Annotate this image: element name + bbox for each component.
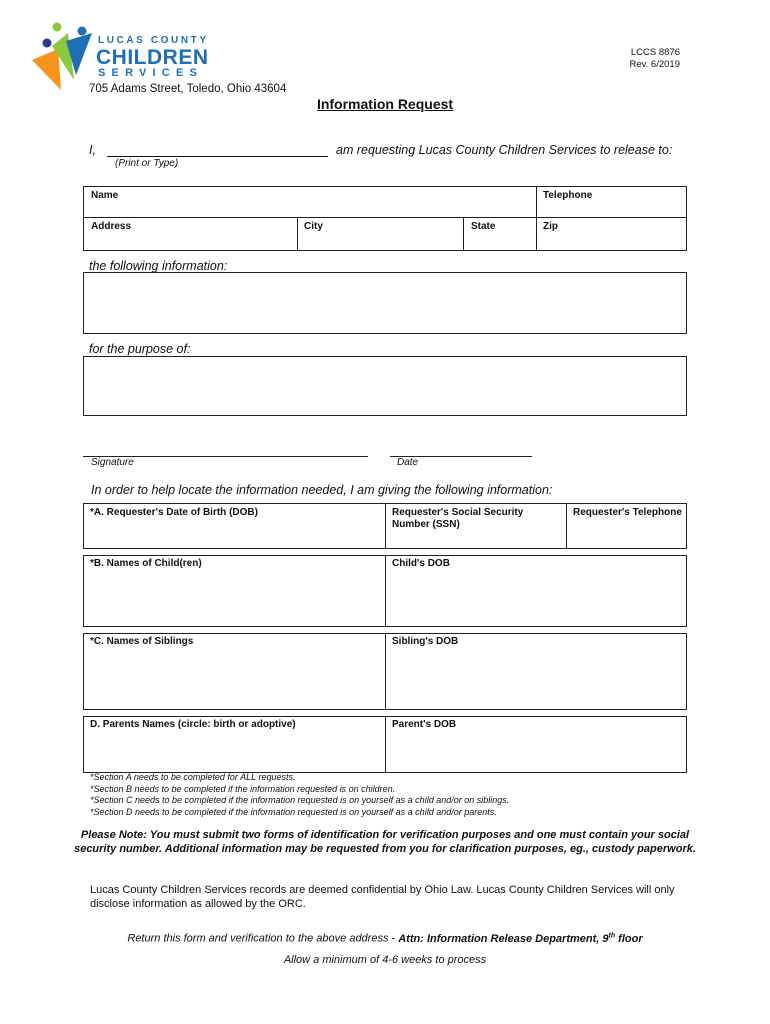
return-instructions [0,932,770,945]
section-a-ssn-field[interactable]: Requester's Social Security Number (SSN) [392,507,524,530]
section-a-telephone-field[interactable]: Requester's Telephone [573,507,682,518]
request-suffix: am requesting Lucas County Children Services to release to: [336,143,673,157]
section-a-dob-field[interactable]: *A. Requester's Date of Birth (DOB) [90,507,258,518]
form-revision: Rev. 6/2019 [629,59,680,70]
recipient-row-divider [83,217,686,218]
recipient-telephone-field[interactable]: Telephone [543,190,593,201]
section-c-dob-field[interactable]: Sibling's DOB [392,636,459,647]
section-d-dob-field[interactable]: Parent's DOB [392,719,457,730]
section-c-names-field[interactable]: *C. Names of Siblings [90,636,194,647]
logo-text-children: CHILDREN [96,46,209,69]
note-section-c: *Section C needs to be completed if the information requested is on yourself as a child and/or on siblings. [90,795,510,806]
recipient-city-field[interactable]: City [304,221,323,232]
logo-mark-icon [30,20,100,92]
form-number-block [629,47,680,71]
requester-name-field[interactable] [107,156,328,157]
section-d-names-field[interactable]: D. Parents Names (circle: birth or adoptive) [90,719,296,730]
date-label: Date [397,457,419,468]
purpose-label: for the purpose of: [89,342,191,356]
recipient-state-field[interactable]: State [471,221,496,232]
confidentiality-statement: Lucas County Children Services records are deemed confidential by Ohio Law. Lucas County Children Services will only disclose information as allowed by the ORC. [90,884,675,910]
form-number: LCCS 8876 [630,47,680,58]
recipient-name-field[interactable]: Name [91,190,119,201]
recipient-col-divider-2 [297,217,298,250]
processing-time: Allow a minimum of 4-6 weeks to process [283,954,487,966]
recipient-zip-field[interactable]: Zip [543,221,558,232]
please-note: Please Note: You must submit two forms of identification for verification purposes and one must contain your social security number. Additional information may be requested from you for clarification purposes, eg., custody paperwork. [74,829,696,855]
section-a-divider-2 [566,503,567,548]
recipient-col-divider-1 [536,186,537,250]
section-c-divider [385,633,386,709]
page-title: Information Request [316,96,454,112]
logo-text-county: LUCAS COUNTY [98,35,209,46]
recipient-address-field[interactable]: Address [91,221,132,232]
recipient-col-divider-3 [463,217,464,250]
return-text: Return this form and verification to the above address - [127,932,399,945]
purpose-box[interactable] [83,356,687,416]
locate-intro: In order to help locate the information needed, I am giving the following information: [91,483,553,497]
note-section-d: *Section D needs to be completed if the information requested is on yourself as a child and/or parents. [90,807,497,818]
note-section-a: *Section A needs to be completed for ALL requests. [90,772,296,782]
logo-text-services: SERVICES [98,67,204,79]
section-b-dob-field[interactable]: Child's DOB [392,558,450,569]
section-d-divider [385,716,386,772]
following-info-label: the following information: [89,259,228,273]
signature-label: Signature [91,457,134,468]
note-section-b: *Section B needs to be completed if the information requested is on children. [90,783,396,794]
agency-address: 705 Adams Street, Toledo, Ohio 43604 [89,83,287,95]
section-b-divider [385,555,386,626]
section-b-names-field[interactable]: *B. Names of Child(ren) [90,558,202,569]
request-prefix: I, [89,143,96,157]
return-attn: Attn: Information Release Department, 9th floor [398,932,643,945]
section-a-divider-1 [385,503,386,548]
following-info-box[interactable] [83,272,687,334]
recipient-table [83,186,687,251]
print-or-type-hint: (Print or Type) [115,158,179,169]
section-notes [90,772,509,819]
